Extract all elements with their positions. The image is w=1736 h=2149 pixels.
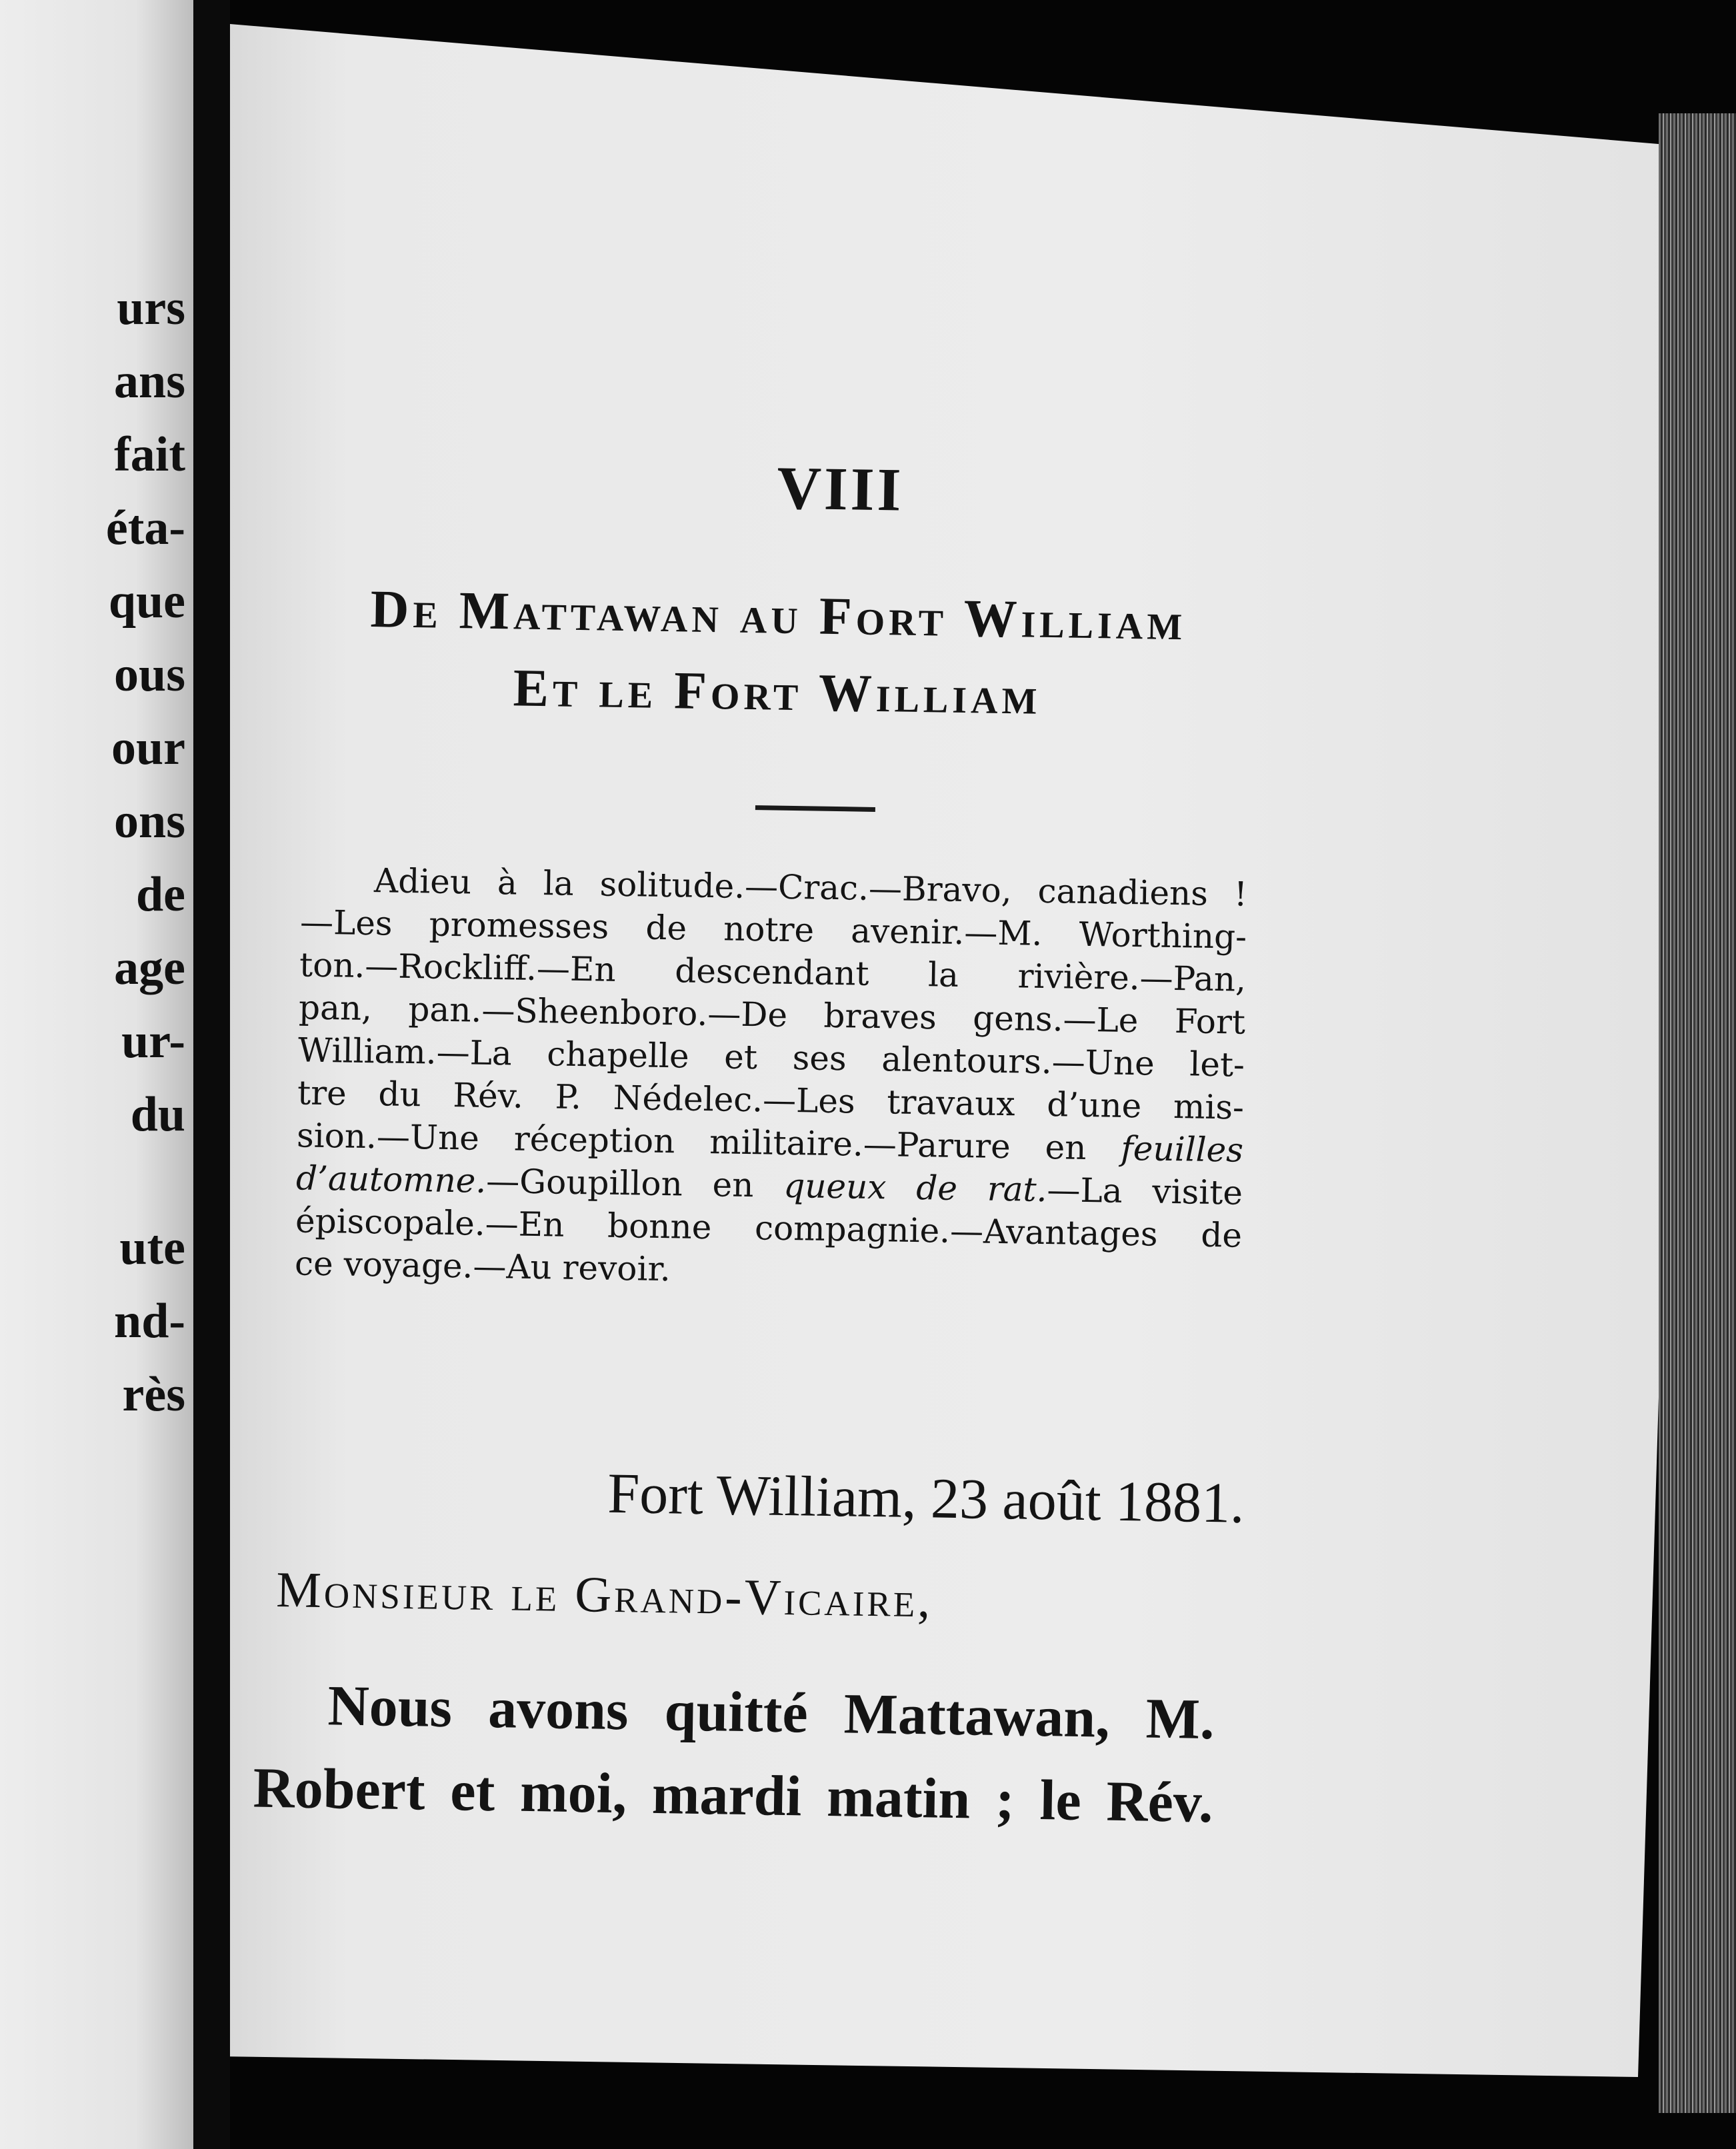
summary-line: William.—La chapelle et ses alentours.—Une let- <box>297 1031 1245 1084</box>
left-page-fragment: ons <box>114 794 185 849</box>
summary-text: —Goupillon en <box>485 1161 754 1205</box>
letter-dateline: Fort William, 23 août 1881. <box>607 1460 1245 1535</box>
chapter-title-line-1: De Mattawan au Fort William <box>370 580 1187 652</box>
summary-line: ce voyage.—Au revoir. <box>294 1244 671 1289</box>
left-page-fragment: ur- <box>121 1014 185 1069</box>
summary-italic-text: feuilles <box>1120 1128 1244 1170</box>
summary-text: —La visite <box>1047 1170 1243 1212</box>
letter-body-line: Nous avons quitté Mattawan, M. <box>327 1673 1215 1752</box>
summary-line: Adieu à la solitude.—Crac.—Bravo, canadiens ! <box>373 861 1248 914</box>
summary-italic-text: queux de rat. <box>783 1166 1047 1210</box>
letter-salutation: Monsieur le Grand-Vicaire, <box>275 1562 933 1628</box>
left-page-fragment: ute <box>119 1220 185 1275</box>
summary-italic-text: d’automne. <box>295 1158 487 1200</box>
left-page-fragment: que <box>108 574 185 629</box>
left-page-fragment: fait <box>114 427 185 482</box>
summary-line: tre du Rév. P. Nédelec.—Les travaux d’une mis- <box>297 1073 1245 1127</box>
chapter-summary <box>295 858 1248 1299</box>
left-page-fragment: de <box>136 867 185 922</box>
left-page-fragment: our <box>111 721 185 775</box>
summary-line: épiscopale.—En bonne compagnie.—Avantages de <box>295 1201 1243 1255</box>
summary-text: sion.—Une réception militaire.—Parure en <box>296 1116 1087 1167</box>
chapter-number: VIII <box>776 453 905 524</box>
chapter-title-line-2: Et le Fort William <box>513 659 1042 726</box>
left-page-fragment: ans <box>114 354 185 409</box>
left-page-fragment: urs <box>117 281 185 335</box>
left-page-fragment: age <box>114 941 185 995</box>
summary-line: pan, pan.—Sheenboro.—De braves gens.—Le Fort <box>298 988 1246 1042</box>
summary-line: ton.—Rockliff.—En descendant la rivière.—Pan, <box>299 945 1247 999</box>
left-page-fragment: rès <box>122 1367 185 1422</box>
summary-line: —Les promesses de notre avenir.—M. Worthing- <box>299 903 1247 957</box>
left-page-fragment: ous <box>114 647 185 702</box>
left-page-fragment: éta- <box>105 501 185 555</box>
letter-body-line: Robert et moi, mardi matin ; le Rév. <box>253 1755 1214 1835</box>
title-rule <box>755 805 875 812</box>
left-page-fragment: nd- <box>114 1294 185 1348</box>
left-page-fragment: du <box>130 1087 185 1142</box>
